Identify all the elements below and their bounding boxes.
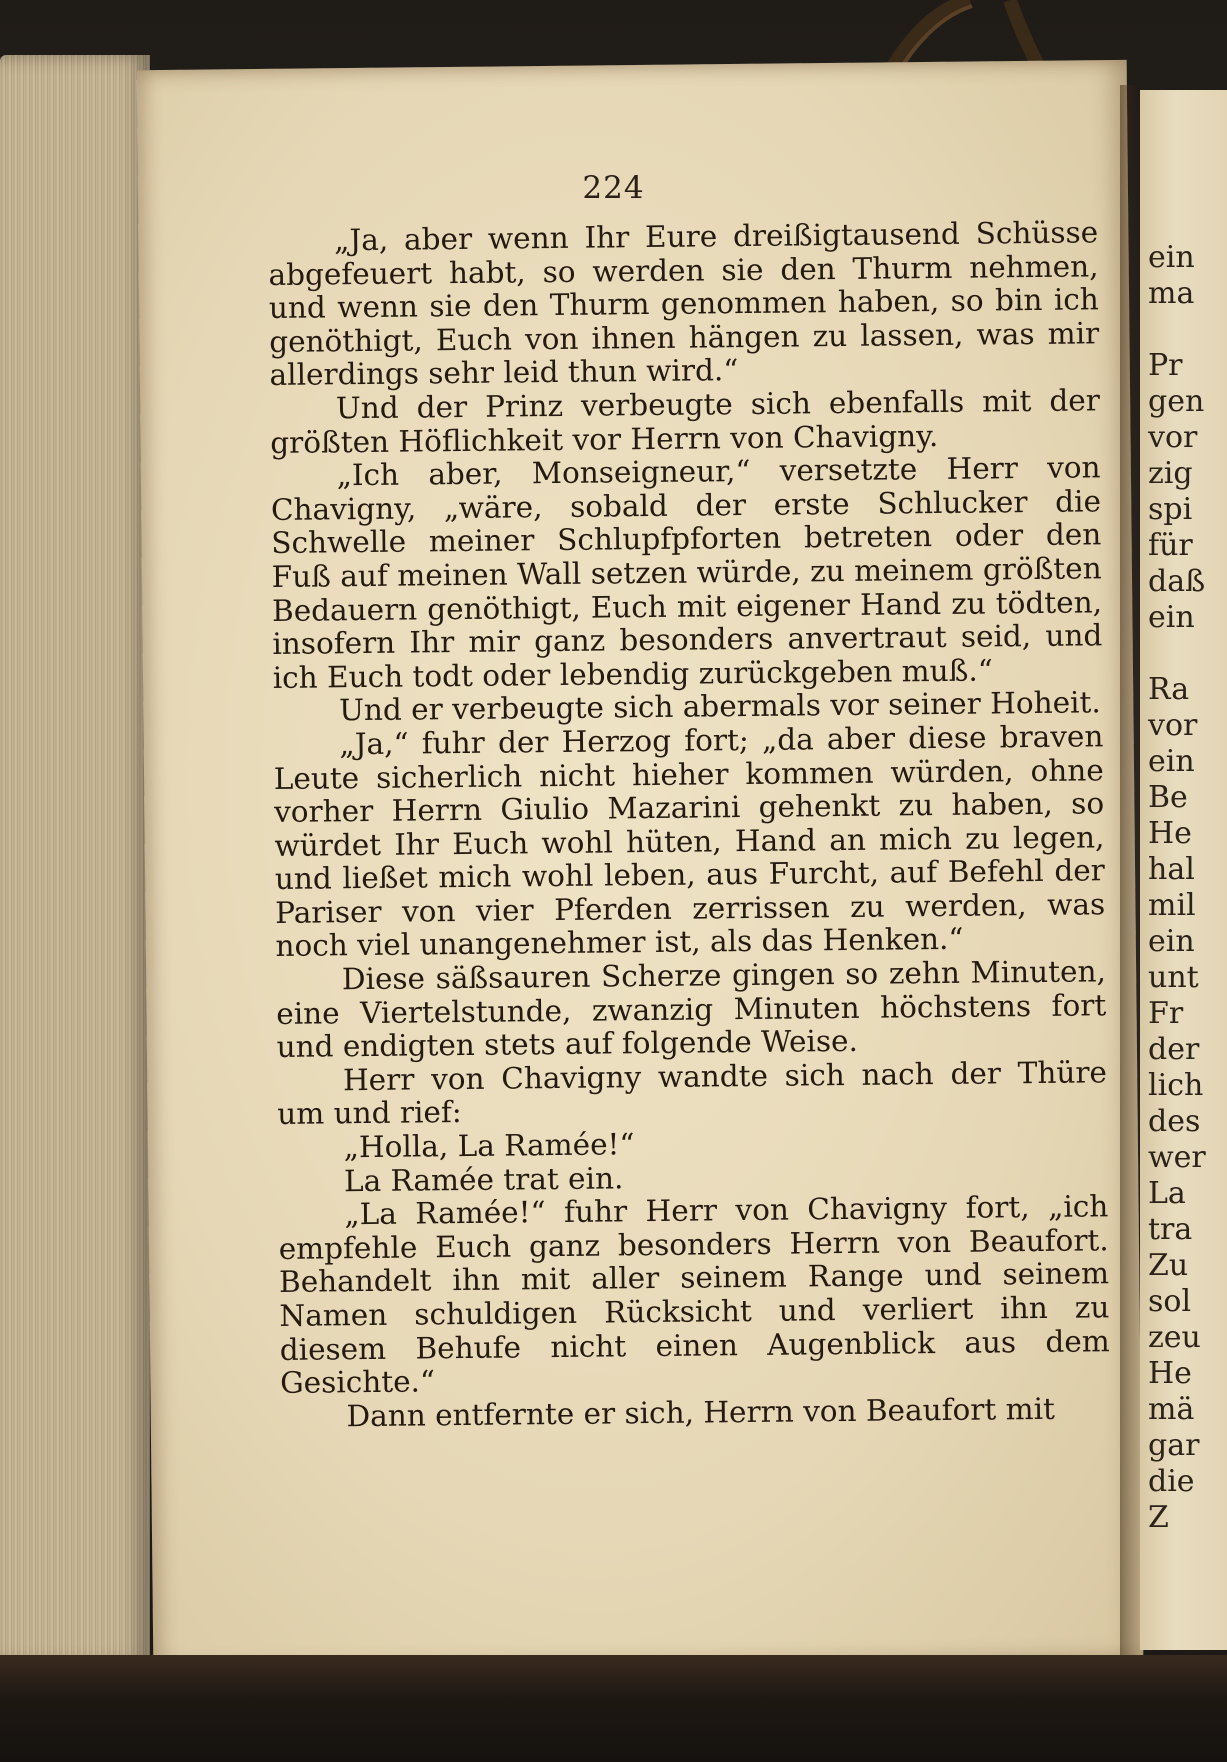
next-page-fragment: [1140, 312, 1227, 348]
page-text: [268, 216, 1111, 1434]
paragraph: „Ja, aber wenn Ihr Eure dreißigtausend Schüsse abgefeuert habt, so werden sie den Thurm nehmen, und wenn sie den Thurm genommen haben, so bin ich genöthigt, Euch von ihnen hängen zu lassen, was mir allerdings sehr leid thun wird.“: [268, 215, 1100, 393]
next-page-fragment: zeu: [1148, 1320, 1201, 1355]
page-number: 224: [582, 170, 645, 206]
paragraph: „Holla, La Ramée!“: [343, 1127, 635, 1165]
paragraph: „Ich aber, Monseigneur,“ versetzte Herr von Chavigny, „wäre, sobald der erste Schlucker die Schwelle meiner Schlupfpforten betreten oder den Fuß auf meinen Wall setzen würde, zu meinem größten Bedauern genöthigt, Euch mit eigener Hand zu tödten, insofern Ihr mir ganz besonders anvertraut seid, und ich Euch todt oder lebendig zurückgeben muß.“: [270, 450, 1103, 695]
next-page-fragment: gar: [1148, 1428, 1200, 1463]
next-page-fragment: des: [1148, 1104, 1201, 1139]
next-page-fragment: ein: [1148, 240, 1195, 275]
next-page-fragment: der: [1148, 1032, 1200, 1067]
paragraph: „La Ramée!“ fuhr Herr von Chavigny fort, „ich empfehle Euch ganz besonders Herrn von Beaufort. Behandelt ihn mit aller seinem Range und seinem Namen schuldigen Rücksicht und verliert ihn zu diesem Behufe nicht einen Augenblick aus dem Gesichte.“: [278, 1189, 1110, 1401]
paragraph: Dann entfernte er sich, Herrn von Beaufort mit: [346, 1391, 1056, 1434]
next-page-fragment: mä: [1148, 1392, 1195, 1427]
next-page-fragment: gen: [1148, 384, 1205, 419]
next-page-fragment: zig: [1148, 456, 1193, 491]
next-page-fragment: Be: [1148, 780, 1188, 815]
next-page-fragment: La: [1148, 1176, 1186, 1211]
paragraph: Und er verbeugte sich abermals vor seiner Hoheit.: [338, 685, 1101, 728]
next-page-fragment: [1140, 636, 1227, 672]
next-page-fragment: vor: [1148, 708, 1198, 743]
next-page-fragment: Pr: [1148, 348, 1183, 383]
next-page-fragment: daß: [1148, 564, 1206, 599]
next-page-fragment: vor: [1148, 420, 1198, 455]
next-page-fragments: [1140, 240, 1227, 1536]
paragraph: La Ramée trat ein.: [343, 1160, 624, 1198]
next-page-margin: [1140, 90, 1227, 1650]
next-page-fragment: ma: [1148, 276, 1195, 311]
next-page-fragment: die: [1148, 1464, 1195, 1499]
next-page-fragment: wer: [1148, 1140, 1206, 1175]
paragraph: Diese säßsauren Scherze gingen so zehn Minuten, eine Viertelstunde, zwanzig Minuten höchstens fort und endigten stets auf folgende Weise.: [276, 954, 1107, 1065]
next-page-fragment: mil: [1148, 888, 1196, 923]
next-page-fragment: unt: [1148, 960, 1199, 995]
next-page-fragment: sol: [1148, 1284, 1192, 1319]
next-page-fragment: lich: [1148, 1068, 1204, 1103]
paragraph: Herr von Chavigny wandte sich nach der Thüre um und rief:: [277, 1055, 1108, 1132]
next-page-fragment: ein: [1148, 924, 1195, 959]
next-page-fragment: Fr: [1148, 996, 1184, 1031]
next-page-fragment: He: [1148, 1356, 1192, 1391]
next-page-fragment: Ra: [1148, 672, 1190, 707]
next-page-fragment: Z: [1148, 1500, 1169, 1535]
next-page-fragment: He: [1148, 816, 1192, 851]
next-page-fragment: für: [1148, 528, 1193, 563]
paragraph: Und der Prinz verbeugte sich ebenfalls mit der größten Höflichkeit vor Herrn von Chavigny.: [270, 383, 1101, 460]
book-gutter-shadow: [1120, 85, 1140, 1655]
bottom-binding-shadow: [0, 1655, 1227, 1762]
next-page-fragment: ein: [1148, 600, 1195, 635]
next-page-fragment: tra: [1148, 1212, 1193, 1247]
next-page-fragment: hal: [1148, 852, 1195, 887]
next-page-fragment: spi: [1148, 492, 1193, 527]
page-edges-stack: [0, 55, 150, 1665]
next-page-fragment: Zu: [1148, 1248, 1189, 1283]
paragraph: „Ja,“ fuhr der Herzog fort; „da aber diese braven Leute sicherlich nicht hieher kommen würden, ohne vorher Herrn Giulio Mazarini gehenkt zu haben, so würdet Ihr Euch wohl hüten, Hand an mich zu legen, und ließet mich wohl leben, aus Furcht, auf Befehl der Pariser von vier Pferden zerrissen zu werden, was noch viel unangenehmer ist, als das Henken.“: [273, 719, 1106, 964]
next-page-fragment: ein: [1148, 744, 1195, 779]
